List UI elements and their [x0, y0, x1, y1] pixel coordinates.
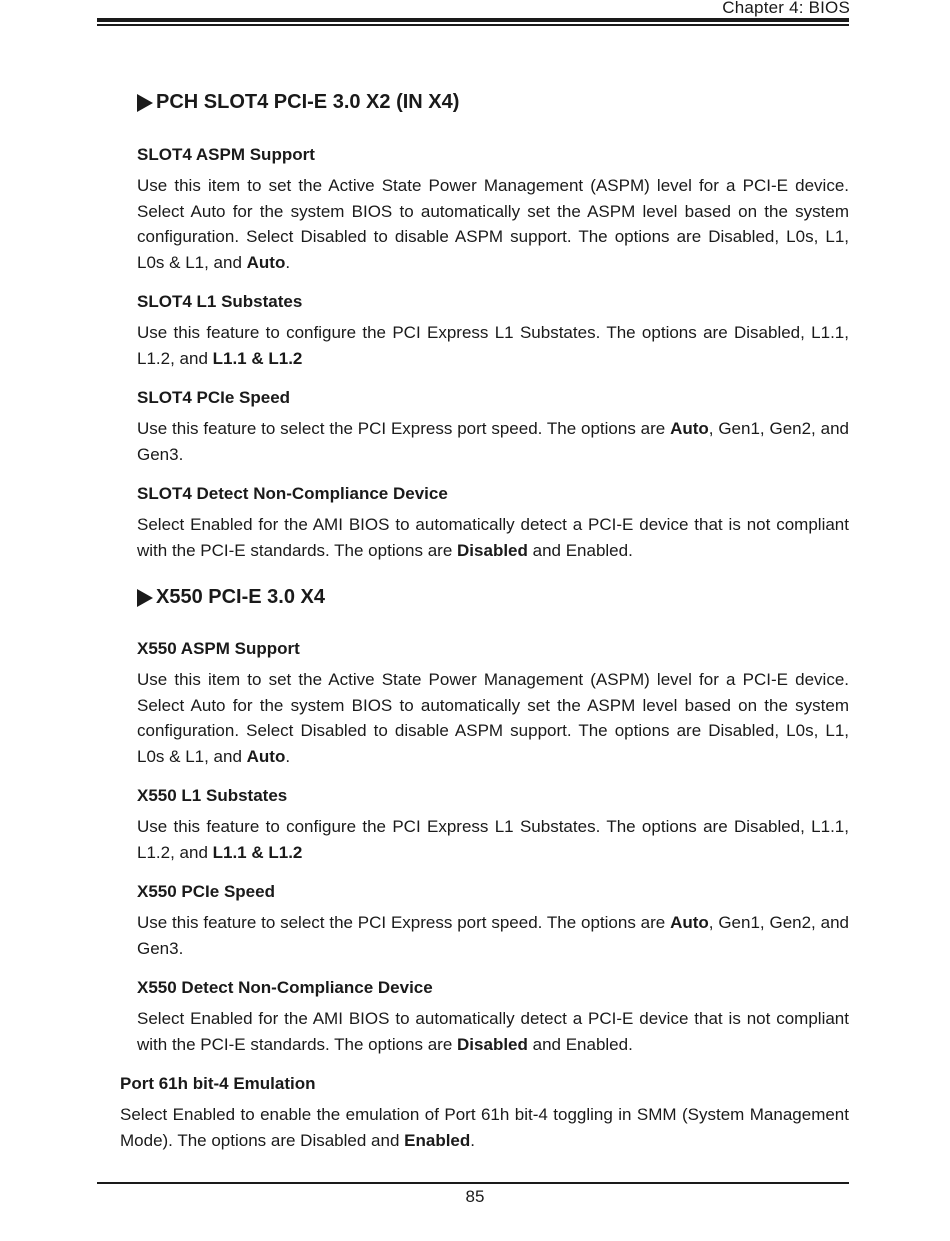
item-title-x550-aspm: X550 ASPM Support: [137, 639, 300, 658]
desc-tail: , Gen1, Gen2, and Gen3.: [137, 419, 849, 464]
item-title-slot4-speed: SLOT4 PCIe Speed: [137, 388, 291, 407]
item-desc-x550-l1: [137, 814, 849, 865]
item-desc-port61: [120, 1102, 849, 1153]
triangle-right-icon: [137, 589, 153, 607]
item-desc-x550-noncompliance: [137, 1006, 849, 1057]
desc-bold: L1.1 & L1.2: [212, 348, 303, 368]
header-rule-thin: [97, 24, 849, 26]
item-desc-slot4-l1: [137, 320, 849, 371]
desc-bold: Auto: [670, 913, 709, 932]
desc-tail: .: [285, 252, 291, 272]
desc-text: Use this feature to configure the PCI Express L1 Substates. The options are Disabled, L1.1, L1.2, and: [137, 323, 849, 368]
desc-text: Select Enabled for the AMI BIOS to automatically detect a PCI-E device that is not compliant with the PCI-E standards. The options are: [137, 1009, 849, 1054]
item-title-slot4-noncompliance: SLOT4 Detect Non-Compliance Device: [137, 484, 448, 503]
item-title-slot4-aspm: SLOT4 ASPM Support: [137, 145, 315, 164]
item-desc-slot4-noncompliance: [137, 512, 849, 563]
item-title-x550-noncompliance: X550 Detect Non-Compliance Device: [137, 978, 433, 997]
desc-text: Select Enabled for the AMI BIOS to automatically detect a PCI-E device that is not compliant with the PCI-E standards. The options are: [137, 515, 849, 560]
item-desc-slot4-aspm: [137, 173, 849, 275]
section-title-x550: [137, 586, 325, 609]
desc-bold: Auto: [670, 419, 709, 438]
section-title-text: X550 PCI-E 3.0 X4: [156, 586, 325, 608]
page-number: 85: [465, 1187, 485, 1206]
header-rule-thick: [97, 18, 849, 22]
desc-tail: , Gen1, Gen2, and Gen3.: [137, 913, 849, 958]
section-title-pch-slot4: [137, 91, 459, 114]
desc-tail: .: [285, 746, 291, 766]
desc-bold: Enabled: [404, 1130, 471, 1150]
item-desc-x550-speed: [137, 910, 849, 961]
footer-rule: [97, 1182, 849, 1184]
item-title-port61: Port 61h bit-4 Emulation: [120, 1074, 316, 1093]
chapter-header: Chapter 4: BIOS: [722, 0, 850, 17]
section-title-text: PCH SLOT4 PCI-E 3.0 X2 (IN X4): [156, 91, 460, 113]
desc-bold: Disabled: [457, 1034, 528, 1054]
desc-bold: Auto: [246, 746, 286, 766]
desc-bold: Disabled: [457, 540, 528, 560]
desc-bold: L1.1 & L1.2: [212, 842, 303, 862]
item-desc-slot4-speed: [137, 416, 849, 467]
triangle-right-icon: [137, 94, 153, 112]
desc-bold: Auto: [246, 252, 286, 272]
desc-text: Use this feature to select the PCI Express port speed. The options are: [137, 913, 671, 932]
desc-text: Use this item to set the Active State Power Management (ASPM) level for a PCI-E device. Select Auto for the system BIOS to automatically set the ASPM level based on the system configuration. Select Disabled to disable ASPM support. The options are Disabled, L0s, L1, L0s & L1, and: [137, 670, 849, 766]
desc-text: Select Enabled to enable the emulation of Port 61h bit-4 toggling in SMM (System Management Mode). The options are Disabled and: [120, 1105, 849, 1150]
desc-text: Use this item to set the Active State Power Management (ASPM) level for a PCI-E device. Select Auto for the system BIOS to automatically set the ASPM level based on the system configuration. Select Disabled to disable ASPM support. The options are Disabled, L0s, L1, L0s & L1, and: [137, 176, 849, 272]
desc-tail: and Enabled.: [527, 1034, 633, 1054]
item-desc-x550-aspm: [137, 667, 849, 769]
desc-tail: and Enabled.: [527, 540, 633, 560]
desc-text: Use this feature to select the PCI Express port speed. The options are: [137, 419, 671, 438]
item-title-x550-speed: X550 PCIe Speed: [137, 882, 275, 901]
desc-tail: .: [470, 1130, 475, 1150]
item-title-x550-l1: X550 L1 Substates: [137, 786, 288, 805]
item-title-slot4-l1: SLOT4 L1 Substates: [137, 292, 303, 311]
desc-text: Use this feature to configure the PCI Express L1 Substates. The options are Disabled, L1.1, L1.2, and: [137, 817, 849, 862]
